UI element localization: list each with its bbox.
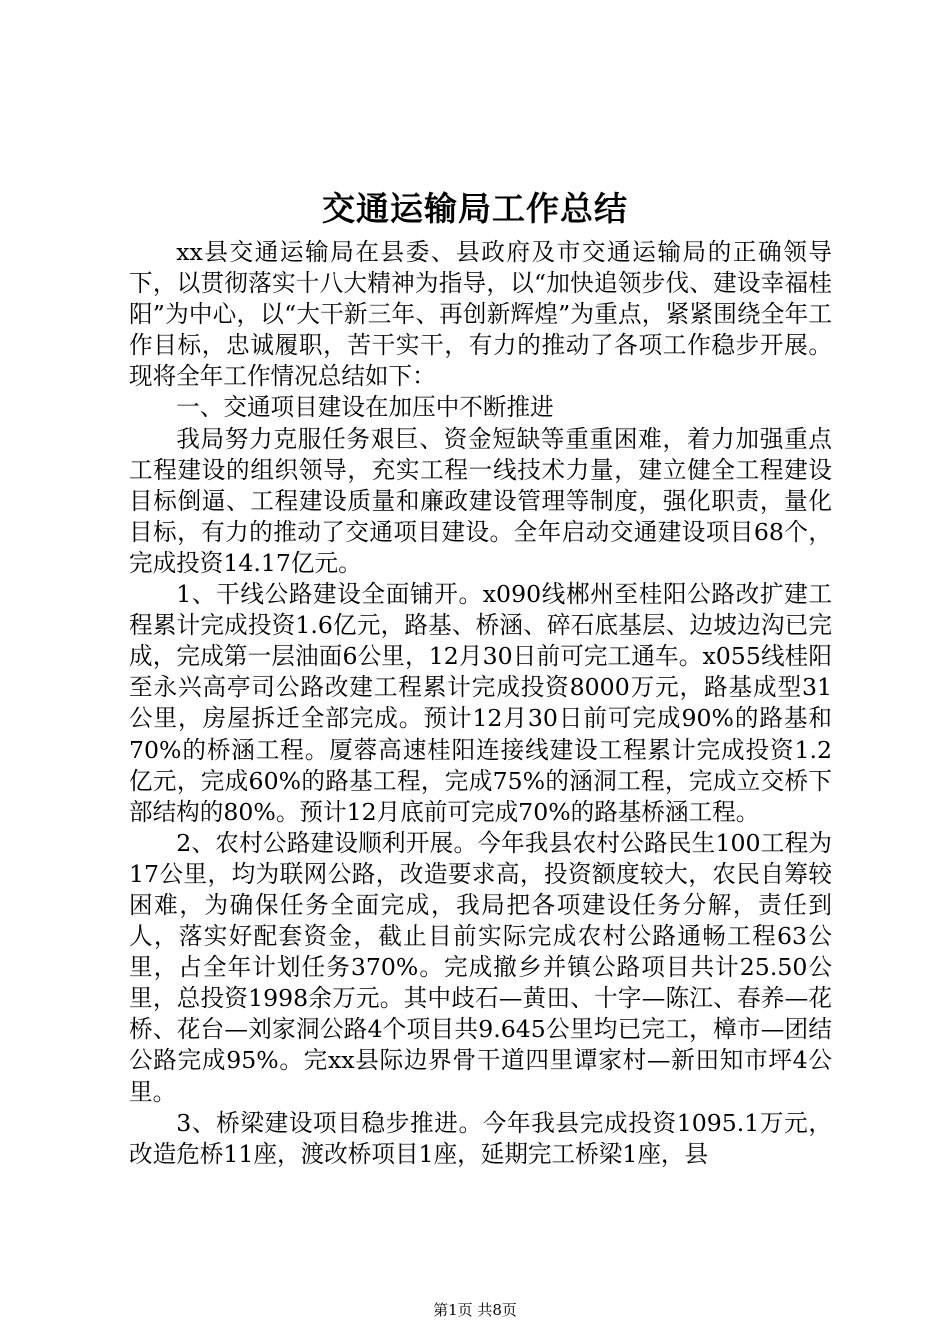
page-footer: 第1页 共8页 [433, 1301, 517, 1319]
section-heading-1: 一、交通项目建设在加压中不断推进 [176, 393, 554, 422]
document-title: 交通运输局工作总结 [322, 189, 628, 228]
document-body [129, 237, 832, 1170]
paragraph-section-1: 我局努力克服任务艰巨、资金短缺等重重困难，着力加强重点工程建设的组织领导，充实工程一线技术力量，建立健全工程建设目标倒逼、工程建设质量和廉政建设管理等制度，强化职责，量化目标，有力的推动了交通项目建设。全年启动交通建设项目68个，完成投资14.17亿元。 [129, 424, 832, 577]
paragraph-intro: xx县交通运输局在县委、县政府及市交通运输局的正确领导下，以贯彻落实十八大精神为指导，以“加快追领步伐、建设幸福桂阳”为中心，以“大干新三年、再创新辉煌”为重点，紧紧围绕全年工作目标，忠诚履职，苦干实干，有力的推动了各项工作稳步开展。现将全年工作情况总结如下： [129, 238, 832, 391]
paragraph-item-3: 3、桥梁建设项目稳步推进。今年我县完成投资1095.1万元，改造危桥11座，渡改桥项目1座，延期完工桥梁1座，县 [129, 1108, 832, 1168]
paragraph-item-2: 2、农村公路建设顺利开展。今年我县农村公路民生100工程为17公里，均为联网公路，改造要求高，投资额度较大，农民自筹较困难，为确保任务全面完成，我局把各项建设任务分解，责任到人，落实好配套资金，截止目前实际完成农村公路通畅工程63公里，占全年计划任务370%。完成撤乡并镇公路项目共计25.50公里，总投资1998余万元。其中歧石—黄田、十字—陈江、春养—花桥、花台—刘家洞公路4个项目共9.645公里均已完工，樟市—团结公路完成95%。完xx县际边界骨干道四里谭家村—新田知市坪4公里。 [129, 828, 832, 1106]
paragraph-item-1: 1、干线公路建设全面铺开。x090线郴州至桂阳公路改扩建工程累计完成投资1.6亿元，路基、桥涵、碎石底基层、边坡边沟已完成，完成第一层油面6公里，12月30日前可完工通车。x055线桂阳至永兴高亭司公路改建工程累计完成投资8000万元，路基成型31公里，房屋拆迁全部完成。预计12月30日前可完成90%的路基和70%的桥涵工程。厦蓉高速桂阳连接线建设工程累计完成投资1.2亿元，完成60%的路基工程，完成75%的涵洞工程，完成立交桥下部结构的80%。预计12月底前可完成70%的路基桥涵工程。 [129, 580, 832, 826]
